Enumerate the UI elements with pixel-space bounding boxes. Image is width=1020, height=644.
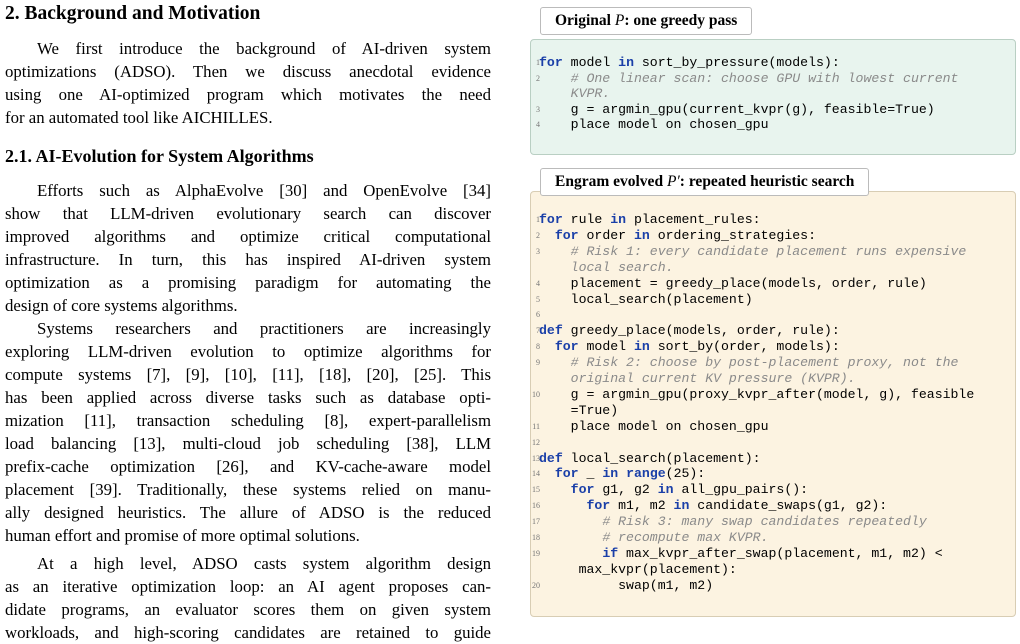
code-token [539,546,602,561]
line-number: 2 [536,230,540,240]
code-comment: # Risk 2: choose by post-placement proxy, not the [570,355,959,371]
code-keyword: for [586,498,611,514]
code-text [539,276,927,291]
code-token [618,466,626,481]
code-text [539,212,761,227]
line-number: 1 [536,58,540,67]
code-token [539,260,571,275]
para1-line: Efforts such as AlphaEvolve [30] and OpenEvolve [34] [37,181,491,200]
code-keyword: if [602,545,619,561]
code-text [539,466,705,481]
code-text [539,530,769,545]
code-keyword: in [618,55,634,70]
code-token [539,355,571,370]
code-token: (25): [665,466,706,482]
code-text [539,71,958,86]
code-token [539,71,571,86]
code-token: model [578,339,634,355]
intro-line: optimizations (ADSO). Then we discuss anecdotal evidence [5,62,491,81]
line-number: 13 [532,453,540,463]
code-token: rule [562,212,611,227]
code-keyword: range [626,466,666,482]
code-text [539,228,816,243]
code-token [539,86,571,101]
line-number: 4 [536,278,540,288]
code-text [539,451,761,466]
code-comment: local search. [570,259,674,275]
code-token [539,228,555,243]
code-text [539,371,856,386]
code-token [539,466,555,481]
code-text [539,562,737,577]
code-token: sort_by(order, models): [649,339,840,355]
line-number: 6 [536,310,540,320]
para3-line: At a high level, ADSO casts system algorithm design [37,554,491,573]
code-token: local_search(placement): [562,450,761,466]
code-token: place model on chosen_gpu [539,117,769,133]
title-prefix: Original [555,12,611,29]
intro-line: for an automated tool like AICHILLES. [5,108,273,127]
code-keyword: in [673,498,690,514]
code-text [539,339,840,354]
code-keyword: in [657,482,674,498]
line-number: 17 [532,517,540,527]
code-comment: # One linear scan: choose GPU with lowest current [570,70,959,86]
code-text [539,578,713,593]
para2-line: load balancing [13], multi-cloud job scheduling [38], LLM [5,434,491,453]
code-token: place model on chosen_gpu [539,418,769,434]
code-keyword: for [554,339,579,355]
code-token: greedy_place(models, order, rule): [562,323,840,339]
line-number: 3 [536,104,540,114]
code-comment: KVPR. [570,86,611,102]
line-number: 8 [536,342,540,352]
code-token [539,514,602,529]
code-text [539,323,840,338]
code-token: m1, m2 [610,498,674,514]
code-token: placement_rules: [626,212,761,227]
line-number: 11 [532,421,540,431]
code-token: model [562,55,619,70]
subsection-heading: 2.1. AI-Evolution for System Algorithms [5,146,314,166]
code-text [539,355,958,370]
code-keyword: def [539,323,563,339]
code-text [539,482,808,497]
code-token: _ [578,466,603,482]
code-text [539,498,887,513]
code-token: swap(m1, m2) [539,577,714,593]
section-heading: 2. Background and Motivation [5,3,261,24]
intro-line: We first introduce the background of AI-driven system [37,39,491,58]
para1-line: improved algorithms and optimize critical computational [5,227,491,246]
code-text [539,403,618,418]
title-suffix: : repeated heuristic search [679,173,855,190]
line-number: 2 [536,73,540,83]
code-text [539,102,935,117]
code-token: sort_by_pressure(models): [633,55,840,70]
code-token: =True) [539,402,619,418]
code-text [539,387,974,402]
para3-line: workloads, and high-scoring candidates are retained to guide [5,623,491,642]
title-prefix: Engram evolved [555,173,664,190]
line-number: 4 [536,120,540,130]
code-keyword: for [554,227,579,243]
para2-line: compute systems [7], [9], [10], [11], [18], [20], [25]. This [5,365,491,384]
code-text [539,514,927,529]
line-number: 12 [532,437,540,447]
code-token: ordering_strategies: [649,227,817,243]
code-token: g = argmin_gpu(current_kvpr(g), feasible=True) [539,101,935,117]
title-suffix: : one greedy pass [624,12,738,29]
code-comment: # Risk 1: every candidate placement runs expensive [570,243,967,259]
code-token: max_kvpr(placement): [539,561,737,577]
para1-line: show that LLM-driven evolutionary search can discover [5,204,491,223]
para2-line: exploring LLM-driven evolution to optimize algorithms for [5,342,491,361]
line-number: 7 [536,326,540,336]
code-text [539,55,840,70]
code-token: max_kvpr_after_swap(placement, m1, m2) < [618,545,943,561]
code-token [539,339,555,354]
title-var: P′ [666,173,680,190]
para2-line: has been applied across diverse tasks such as database opti- [5,388,491,407]
evolved-panel-title [540,168,869,196]
intro-line: using one AI-optimized program which motivates the need [5,85,491,104]
evolved-code-panel [530,191,1016,617]
line-number: 9 [536,358,540,368]
code-token [539,482,571,497]
code-keyword: in [602,466,619,482]
code-token: local_search(placement) [539,291,753,307]
code-text [539,244,966,259]
code-token [539,530,602,545]
para1-line: optimization as a promising paradigm for automating the [5,273,491,292]
code-token [539,244,571,259]
line-number: 18 [532,533,540,542]
code-text [539,292,753,307]
para2-line: mization [11], transaction scheduling [8], expert-parallelism [5,411,491,430]
para2-line: placement [39]. Traditionally, these systems relied on manu- [5,480,491,499]
line-number: 14 [532,469,540,479]
code-text [539,86,610,101]
para1-line: infrastructure. In turn, this has inspired AI-driven system [5,250,491,269]
para2-line: ally designed heuristics. The allure of ADSO is the reduced [5,503,491,522]
code-token: all_gpu_pairs(): [673,482,809,498]
para2-line: prefix-cache optimization [26], and KV-cache-aware model [5,457,491,476]
code-keyword: for [539,55,563,70]
code-keyword: for [539,212,563,227]
code-comment: # recompute max KVPR. [602,530,769,545]
code-keyword: for [554,466,579,482]
title-var: P [614,12,625,29]
code-token: placement = greedy_place(models, order, rule) [539,275,927,291]
code-token [539,371,571,386]
code-token: candidate_swaps(g1, g2): [689,498,888,514]
code-keyword: in [610,212,627,227]
code-token: order [578,227,634,243]
code-text [539,117,769,132]
line-number: 19 [532,548,540,558]
para3-line: didate programs, an evaluator scores them on given system [5,600,491,619]
code-token: g1, g2 [594,482,658,498]
line-number: 5 [536,294,540,304]
para3-line: as an iterative optimization loop: an AI agent proposes can- [5,577,491,596]
line-number: 10 [532,389,540,399]
code-comment: original current KV pressure (KVPR). [570,371,856,386]
line-number: 3 [536,246,540,256]
para2-line: Systems researchers and practitioners are increasingly [37,319,491,338]
code-comment: # Risk 3: many swap candidates repeatedly [602,514,927,530]
line-number: 16 [532,501,540,511]
original-code-panel [530,39,1016,155]
code-text [539,546,943,561]
line-number: 1 [536,215,540,224]
original-panel-title [540,7,752,35]
line-number: 15 [532,485,540,495]
code-text [539,260,674,275]
code-keyword: in [633,339,650,355]
line-number: 20 [532,580,540,590]
code-token [539,498,586,513]
para2-line: human effort and promise of more optimal solutions. [5,526,360,545]
code-text [539,419,769,434]
para1-line: design of core systems algorithms. [5,296,238,315]
code-keyword: in [633,227,650,243]
code-token: g = argmin_gpu(proxy_kvpr_after(model, g), feasible [539,386,975,402]
code-keyword: for [570,482,595,498]
code-keyword: def [539,450,563,466]
